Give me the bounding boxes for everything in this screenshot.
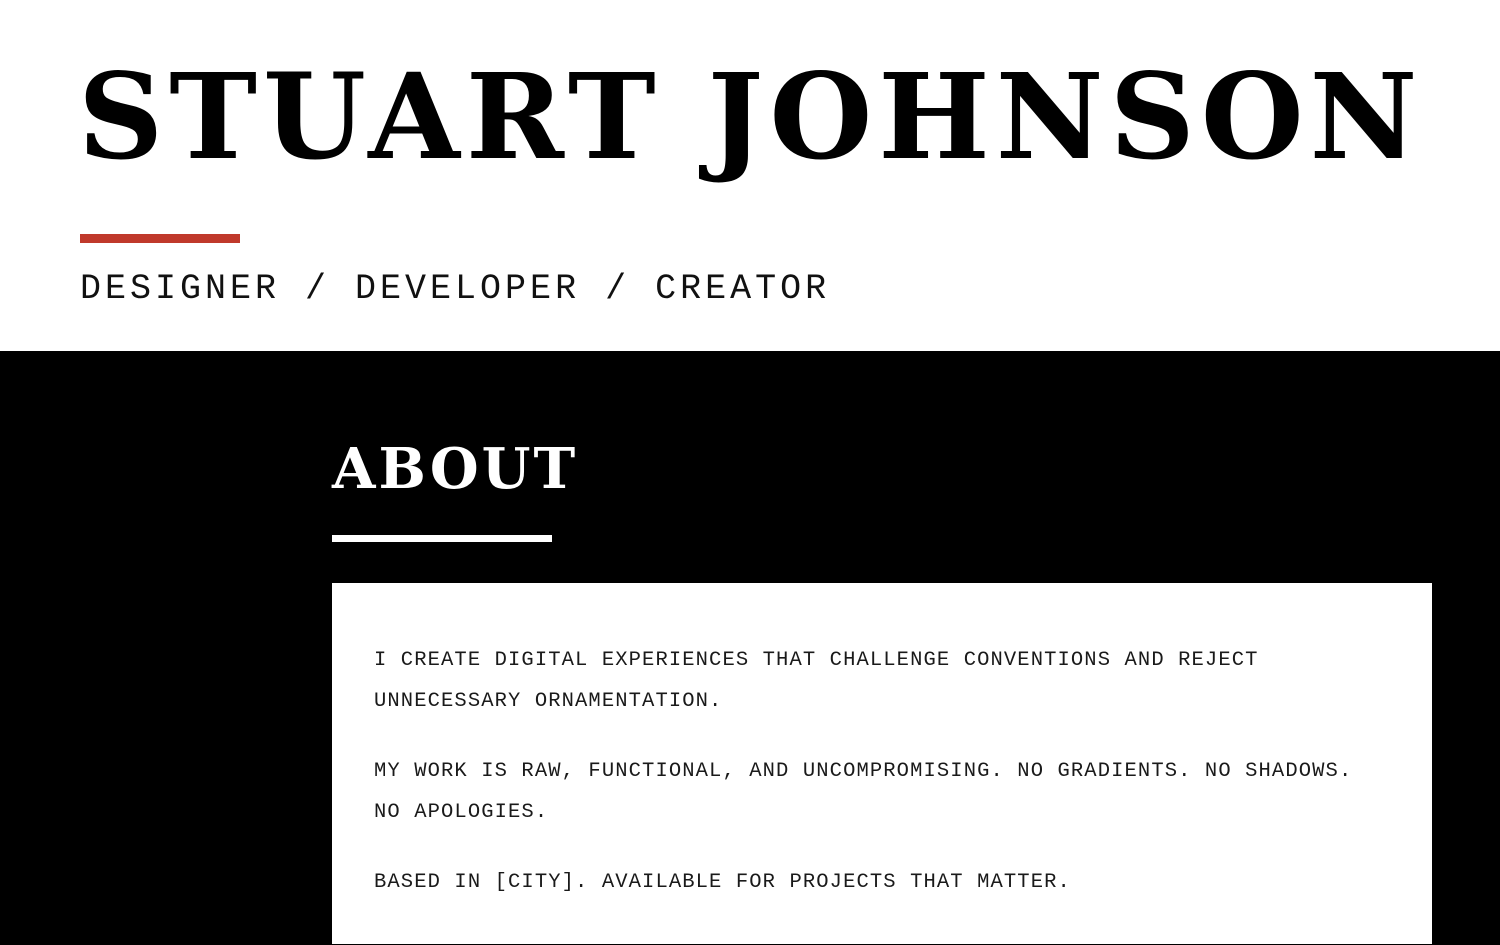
about-card [332, 583, 1432, 944]
about-heading: ABOUT [332, 436, 579, 502]
first-name: STUART [78, 47, 662, 186]
about-paragraph: I CREATE DIGITAL EXPERIENCES THAT CHALLENGE CONVENTIONS AND REJECT UNNECESSARY ORNAMENTATION. [374, 649, 1259, 713]
about-section [0, 351, 1500, 945]
accent-divider [80, 234, 240, 243]
about-paragraph: MY WORK IS RAW, FUNCTIONAL, AND UNCOMPROMISING. NO GRADIENTS. NO SHADOWS. NO APOLOGIES. [374, 760, 1353, 824]
about-divider [332, 535, 552, 542]
hero-section [0, 0, 1500, 351]
hero-tagline: DESIGNER / DEVELOPER / CREATOR [80, 268, 831, 309]
page-title [78, 47, 1500, 186]
last-name: JOHNSON [707, 47, 1424, 186]
about-paragraph: BASED IN [CITY]. AVAILABLE FOR PROJECTS THAT MATTER. [374, 871, 1071, 895]
